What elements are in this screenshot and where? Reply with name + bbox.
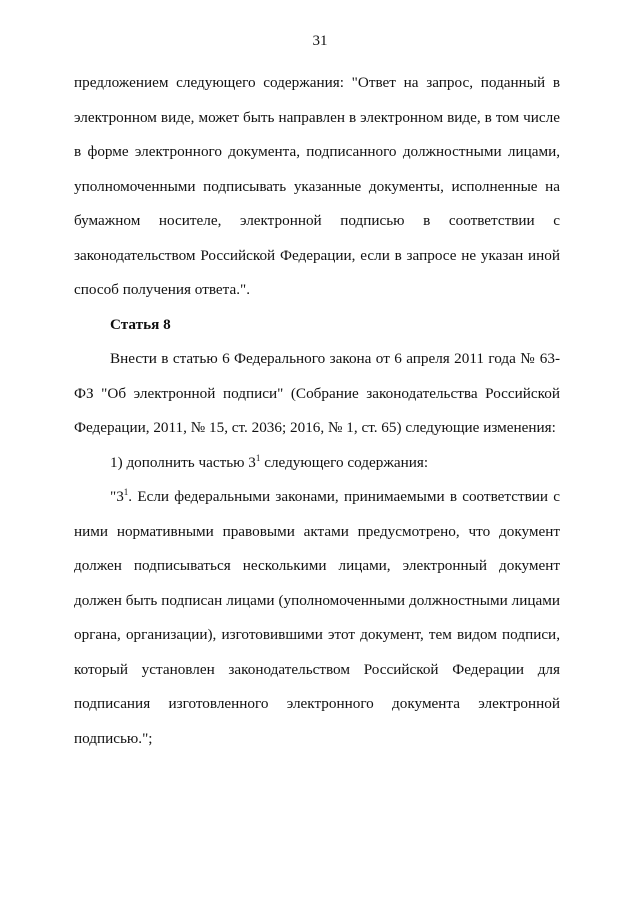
paragraph-item-1: [74, 446, 560, 481]
paragraph-part-3-1: [74, 480, 560, 756]
part-3-1-prefix: "3: [110, 488, 124, 505]
document-body: [74, 66, 560, 756]
paragraph-continuation: предложением следующего содержания: "Ответ на запрос, поданный в электронном виде, может быть направлен в электронном виде, в том числе в форме электронного документа, подписанного должностными лицами, уполномоченными подписывать указанные документы, исполненные на бумажном носителе, электронной подписью в соответствии с законодательством Российской Федерации, если в запросе не указан иной способ получения ответа.".: [74, 74, 560, 298]
article-heading: Статья 8: [110, 315, 171, 333]
item-1-suffix: следующего содержания:: [260, 453, 429, 471]
paragraph-amendment-intro: Внести в статью 6 Федерального закона от 6 апреля 2011 года № 63-ФЗ "Об электронной подписи" (Собрание законодательства Российской Федерации, 2011, № 15, ст. 2036; 2016, № 1, ст. 65) следующие изменения:: [74, 350, 560, 436]
item-1-superscript: 1: [255, 452, 261, 463]
item-1-prefix: 1) дополнить частью 3: [110, 453, 256, 471]
part-3-1-text: . Если федеральными законами, принимаемыми в соответствии с ними нормативными правовыми актами предусмотрено, что документ должен подписываться несколькими лицами, электронный документ должен быть подписан лицами (уполномоченными должностными лицами органа, организации), изготовившими этот документ, тем видом подписи, который установлен законодательством Российской Федерации для подписания изготовленного электронного документа электронной подписью.";: [74, 488, 560, 747]
part-3-1-superscript: 1: [123, 487, 129, 497]
page-number: 31: [312, 33, 328, 49]
